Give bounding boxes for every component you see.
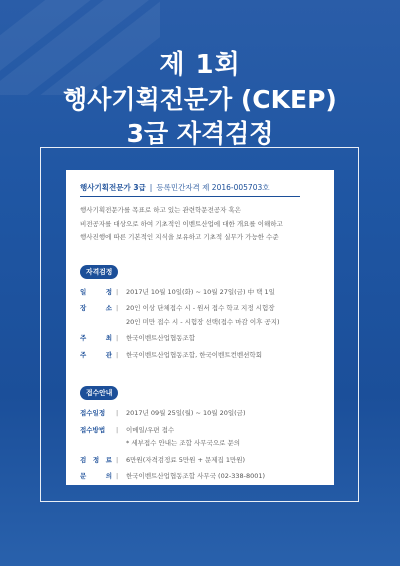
row-label: 문 의 bbox=[80, 472, 112, 480]
info-row-host: 주 최 | 한국이벤트산업협동조합 bbox=[80, 332, 322, 346]
row-value: 한국이벤트산업협동조합 bbox=[126, 334, 196, 342]
intro-line: 행사기획전문가를 목표로 하고 있는 관련학문전공자 혹은 bbox=[80, 206, 242, 214]
poster-title bbox=[0, 50, 400, 150]
row-label: 일 정 bbox=[80, 287, 112, 296]
registration-number: 등록민간자격 제 2016-005703호 bbox=[156, 183, 270, 192]
info-row-application-period: 접수일정 | 2017년 09월 25일(월) ~ 10월 20일(금) bbox=[80, 407, 322, 421]
info-card bbox=[66, 170, 334, 485]
row-value: 2017년 10월 10일(화) ~ 10월 27일(금) 中 택 1일 bbox=[126, 287, 275, 296]
row-label: 접수일정 bbox=[80, 409, 106, 417]
section-heading-exam: 자격검정 bbox=[80, 265, 118, 279]
row-value: 20인 미만 접수 시 - 시험장 선택(접수 마감 이후 공지) bbox=[126, 317, 280, 326]
info-row-location-2 bbox=[80, 316, 322, 330]
row-value: 이메일/우편 접수 bbox=[126, 425, 175, 434]
qualification-name: 행사기획전문가 3급 bbox=[80, 183, 146, 192]
title-line-1: 제 1회 bbox=[159, 50, 241, 80]
row-label: 주 관 bbox=[80, 350, 112, 359]
info-row-application-note bbox=[80, 437, 322, 451]
row-value: 한국이벤트산업협동조합 사무국 (02-338-8001) bbox=[126, 472, 266, 480]
info-row-organizer: 주 관 | 한국이벤트산업협동조합, 한국이벤트컨벤션학회 bbox=[80, 349, 322, 363]
row-label bbox=[80, 437, 116, 451]
title-line-2: 행사기획전문가 (CKEP) bbox=[63, 85, 337, 114]
intro-line: 비전공자를 대상으로 하여 기초적인 이벤트산업에 대한 개요를 이해하고 bbox=[80, 219, 283, 228]
row-value: 2017년 09월 25일(월) ~ 10월 20일(금) bbox=[126, 409, 246, 417]
info-row-application-method: 접수방법 | 이메일/우편 접수 bbox=[80, 424, 322, 438]
intro-text bbox=[80, 204, 322, 245]
info-row-location: 장 소 | 20인 이상 단체접수 시 - 원서 접수 학교 지정 시험장 bbox=[80, 302, 322, 316]
divider-line bbox=[80, 196, 300, 197]
row-label: 접수방법 bbox=[80, 425, 106, 434]
row-value: * 세부접수 안내는 조합 사무국으로 문의 bbox=[126, 439, 241, 447]
info-row-schedule: 일 정 | 2017년 10월 10일(화) ~ 10월 27일(금) 中 택 1일 bbox=[80, 286, 322, 300]
intro-line: 행사진행에 따른 기본적인 지식을 보유하고 기초적 실무가 가능한 수준 bbox=[80, 233, 279, 241]
row-label bbox=[80, 316, 116, 330]
row-value: 6만원(자격검정료 5만원 + 문제집 1만원) bbox=[126, 455, 246, 464]
application-section bbox=[80, 380, 322, 484]
info-row-contact: 문 의 | 한국이벤트산업협동조합 사무국 (02-338-8001) bbox=[80, 470, 322, 484]
row-value: 한국이벤트산업협동조합, 한국이벤트컨벤션학회 bbox=[126, 350, 262, 359]
info-row-fee: 검 정 료 | 6만원(자격검정료 5만원 + 문제집 1만원) bbox=[80, 454, 322, 468]
section-heading-application: 접수안내 bbox=[80, 386, 118, 400]
exam-section bbox=[80, 259, 322, 363]
row-label: 주 최 bbox=[80, 334, 112, 342]
title-line-3: 3급 자격검정 bbox=[126, 119, 274, 148]
separator: | bbox=[149, 183, 153, 192]
row-label: 검 정 료 bbox=[80, 455, 112, 464]
row-label: 장 소 bbox=[80, 304, 112, 312]
row-value: 20인 이상 단체접수 시 - 원서 접수 학교 지정 시험장 bbox=[126, 304, 275, 312]
registration-row bbox=[80, 182, 322, 194]
